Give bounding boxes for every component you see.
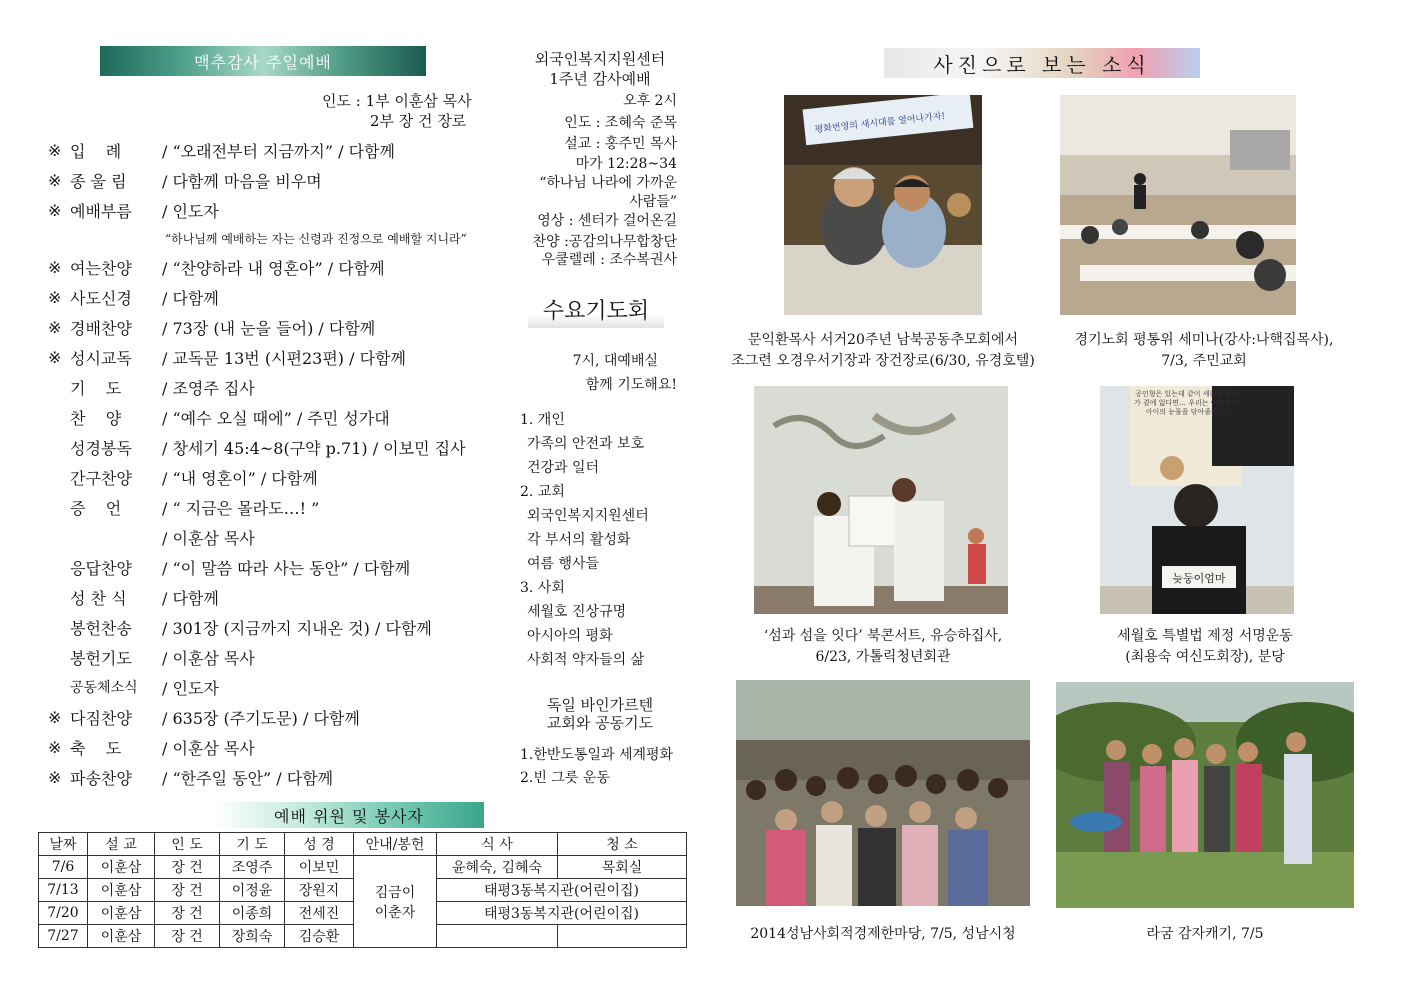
order-item <box>48 254 385 280</box>
prayer-list-item: 세월호 진상규명 <box>527 604 627 620</box>
order-text: / 다함께 마음을 비우며 <box>162 171 322 191</box>
center-title-1: 외국인복지지원센터 <box>534 50 666 68</box>
prayer-list-item: 3. 사회 <box>520 580 565 596</box>
order-text: / 73장 (내 눈을 들어) / 다함께 <box>162 318 376 338</box>
worship-banner: 맥추감사 주일예배 <box>100 46 426 76</box>
center-lead: 인도 : 조혜숙 준목 <box>564 115 677 131</box>
prayer-time: 7시, 대예배실 <box>572 353 658 369</box>
prayer-list-item: 여름 행사들 <box>527 556 600 572</box>
wednesday-prayer-title: 수요기도회 <box>528 294 664 328</box>
header-meal: 식 사 <box>437 833 558 856</box>
caption-seminar: 경기노회 평통위 세미나(강사:나핵집목사), 7/3, 주민교회 <box>1074 332 1334 369</box>
order-item <box>48 554 410 580</box>
center-scripture: 마가 12:28~34 <box>575 156 677 172</box>
order-item <box>48 584 219 610</box>
order-label: 파송찬양 <box>70 768 132 788</box>
photo-sewol-petition-image <box>1100 386 1294 614</box>
header-scripture: 성 경 <box>285 833 354 856</box>
news-banner: 사진으로 보는 소식 <box>884 48 1200 78</box>
order-label: 성 찬 식 <box>70 588 127 608</box>
center-video: 영상 : 센터가 걸어온길 <box>537 213 677 229</box>
photo-seminar-image <box>1060 95 1296 315</box>
order-text: / 이훈삼 목사 <box>162 738 255 758</box>
prayer-list-item: 건강과 일터 <box>527 460 600 476</box>
center-time: 오후 2시 <box>623 93 677 109</box>
staff-banner: 예배 위원 및 봉사자 <box>214 802 484 828</box>
order-item <box>48 137 395 163</box>
header-usher: 안내/봉헌 <box>354 833 437 856</box>
order-item <box>48 374 255 400</box>
photo-book-concert-image <box>754 386 1008 614</box>
germany-item-1: 1.한반도통일과 세계평화 <box>520 747 674 763</box>
order-item <box>48 674 219 700</box>
germany-title-1: 독일 바인가르텐 <box>546 696 654 714</box>
order-text: / “내 영혼이” / 다함께 <box>162 468 318 488</box>
photo-potato-harvest-image <box>1056 682 1354 908</box>
order-mark: ※ <box>48 347 62 367</box>
order-label: 응답찬양 <box>70 558 132 578</box>
order-item <box>48 434 466 460</box>
order-text: / 이훈삼 목사 <box>162 648 255 668</box>
table-row: 7/13 이훈삼 장 건 이정윤 장원지 태평3동복지관(어린이집) <box>39 879 687 902</box>
order-label: 축 도 <box>70 738 122 758</box>
order-label: 성시교독 <box>70 348 132 368</box>
order-text: / 다함께 <box>162 288 219 308</box>
center-title-2: 1주년 감사예배 <box>549 70 651 88</box>
order-item <box>48 704 360 730</box>
order-text: / 조영주 집사 <box>162 378 255 398</box>
order-text: / 301장 (지금까지 지내온 것) / 다함께 <box>162 618 432 638</box>
caption-memorial: 문익환목사 서거20주년 남북공동추모회에서 조그련 오경우서기장과 장건장로(6/30, 유경호텔) <box>731 332 1035 369</box>
photo-potato-harvest <box>1056 682 1354 908</box>
order-text: / 교독문 13번 (시편23편) / 다함께 <box>162 348 406 368</box>
order-label: 종 울 림 <box>70 171 127 191</box>
photo1-banner-text: 평화번영의 새시대를 열어나가자! <box>814 111 946 136</box>
order-item <box>48 167 322 193</box>
order-mark: ※ <box>48 200 62 220</box>
order-label: 경배찬양 <box>70 318 132 338</box>
table-header-row <box>39 833 687 856</box>
prayer-list-item: 사회적 약자들의 삶 <box>527 652 645 668</box>
order-text: / 다함께 <box>162 588 219 608</box>
prayer-list-item: 아시아의 평화 <box>527 628 613 644</box>
order-label: 봉헌기도 <box>70 648 132 668</box>
photo-seminar <box>1060 95 1296 315</box>
order-text: / “한주일 동안” / 다함께 <box>162 768 334 788</box>
header-prayer: 기 도 <box>220 833 285 856</box>
order-label: 봉헌찬송 <box>70 618 132 638</box>
order-label: 예배부름 <box>70 201 132 221</box>
center-sermon-2: 사람들” <box>629 194 677 210</box>
order-label: 찬 양 <box>70 408 122 428</box>
leader-line-1: 인도 : 1부 이훈삼 목사 <box>322 92 472 110</box>
photo-social-economy-image <box>736 680 1030 906</box>
caption-social-economy: 2014성남사회적경제한마당, 7/5, 성남시청 <box>750 926 1016 942</box>
prayer-list-item: 각 부서의 활성화 <box>527 532 631 548</box>
order-item <box>48 404 390 430</box>
order-mark: ※ <box>48 257 62 277</box>
photo4-sign-text: 공인형은 있는데 같이 세워줄 엄마가 곁에 없다면… 우리는 어떻게 이 아이의 눈물을 닦아줄까요? <box>1133 390 1241 416</box>
header-leader: 인 도 <box>155 833 220 856</box>
center-sermon-1: “하나님 나라에 가까운 <box>539 175 677 191</box>
photo4-vest-text: 늦둥이엄마 <box>1172 572 1226 585</box>
header-sermon: 설 교 <box>88 833 155 856</box>
order-label: 기 도 <box>70 378 122 398</box>
table-row: 7/6 이훈삼 장 건 조영주 이보민 김금이 이춘자 윤혜숙, 김혜숙 목회실 <box>39 856 687 879</box>
photo-book-concert <box>754 386 1008 614</box>
order-label: 입 례 <box>70 141 122 161</box>
order-mark: ※ <box>48 317 62 337</box>
order-label: 공동체소식 <box>70 680 138 696</box>
usher-cell: 김금이 이춘자 <box>354 856 437 948</box>
order-mark: ※ <box>48 287 62 307</box>
center-ukulele: 우쿨렐레 : 조수복권사 <box>541 252 677 268</box>
order-text: / 이훈삼 목사 <box>162 528 255 548</box>
caption-potato: 라굼 감자캐기, 7/5 <box>1146 926 1264 942</box>
photo-sewol-petition <box>1100 386 1294 614</box>
order-item <box>48 614 432 640</box>
order-text: / 635장 (주기도문) / 다함께 <box>162 708 360 728</box>
order-text: / “찬양하라 내 영혼아” / 다함께 <box>162 258 385 278</box>
prayer-list-item: 가족의 안전과 보호 <box>527 436 645 452</box>
header-cleaning: 청 소 <box>558 833 687 856</box>
order-mark: ※ <box>48 767 62 787</box>
photo-memorial <box>784 95 982 315</box>
order-item <box>48 344 406 370</box>
call-to-worship-quote: “하나님께 예배하는 자는 신령과 진정으로 예배할 지니라” <box>165 232 467 246</box>
prayer-list-item: 2. 교회 <box>520 484 565 500</box>
order-text: / “오래전부터 지금까지” / 다함께 <box>162 141 395 161</box>
order-text: / “ 지금은 몰라도…! ” <box>162 498 320 518</box>
order-label: 간구찬양 <box>70 468 132 488</box>
center-preach: 설교 : 홍주민 목사 <box>564 136 677 152</box>
center-choir: 찬양 :공감의나무합창단 <box>532 234 677 250</box>
order-text: / 창세기 45:4~8(구약 p.71) / 이보민 집사 <box>162 438 466 458</box>
prayer-list-item: 1. 개인 <box>520 412 565 428</box>
order-mark: ※ <box>48 707 62 727</box>
photo-social-economy <box>736 680 1030 906</box>
order-mark: ※ <box>48 737 62 757</box>
order-text: / “예수 오실 때에” / 주민 성가대 <box>162 408 390 428</box>
header-date: 날짜 <box>39 833 88 856</box>
order-item <box>48 284 219 310</box>
order-text: / “이 말씀 따라 사는 동안” / 다함께 <box>162 558 411 578</box>
prayer-list-item: 외국인복지지원센터 <box>527 508 649 524</box>
order-item <box>48 764 333 790</box>
caption-sewol: 세월호 특별법 제정 서명운동 (최용숙 여신도회장), 분당 <box>1117 628 1293 665</box>
table-row: 7/27 이훈삼 장 건 장희숙 김승환 <box>39 925 687 948</box>
order-mark: ※ <box>48 140 62 160</box>
order-item <box>48 464 318 490</box>
order-item <box>48 734 255 760</box>
order-item <box>48 314 375 340</box>
germany-title-2: 교회와 공동기도 <box>546 714 654 732</box>
prayer-invite: 함께 기도해요! <box>585 377 677 393</box>
order-label: 성경봉독 <box>70 438 132 458</box>
order-item <box>48 524 255 550</box>
order-text: / 인도자 <box>162 201 219 221</box>
photo-memorial-image <box>784 95 982 315</box>
order-label: 사도신경 <box>70 288 132 308</box>
staff-table <box>38 832 687 948</box>
order-item <box>48 494 319 520</box>
order-text: / 인도자 <box>162 678 219 698</box>
order-label: 여는찬양 <box>70 258 132 278</box>
order-label: 다짐찬양 <box>70 708 132 728</box>
order-item <box>48 644 255 670</box>
order-mark: ※ <box>48 170 62 190</box>
table-row: 7/20 이훈삼 장 건 이종희 전세진 태평3동복지관(어린이집) <box>39 902 687 925</box>
leader-line-2: 2부 장 건 장로 <box>370 112 467 130</box>
order-label: 증 언 <box>70 498 122 518</box>
germany-item-2: 2.빈 그릇 운동 <box>520 770 610 786</box>
order-item <box>48 197 219 223</box>
caption-book-concert: ‘섬과 섬을 잇다’ 북콘서트, 유승하집사, 6/23, 가톨릭청년회관 <box>763 628 1003 665</box>
